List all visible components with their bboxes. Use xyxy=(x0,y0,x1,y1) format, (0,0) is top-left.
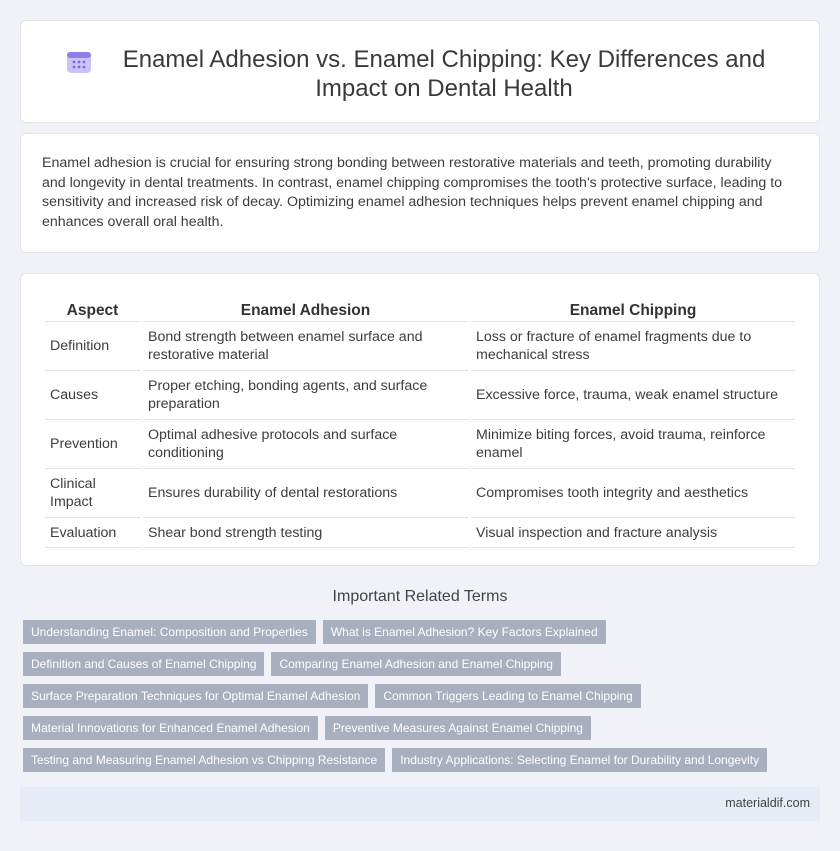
related-term-tag[interactable]: Comparing Enamel Adhesion and Enamel Chipping xyxy=(271,652,561,676)
related-term-tag[interactable]: What is Enamel Adhesion? Key Factors Explained xyxy=(323,620,606,644)
header-aspect: Aspect xyxy=(45,296,140,322)
row-chipping: Excessive force, trauma, weak enamel structure xyxy=(471,371,795,420)
row-chipping: Visual inspection and fracture analysis xyxy=(471,518,795,548)
header-enamel-adhesion: Enamel Adhesion xyxy=(143,296,468,322)
table-row xyxy=(45,371,795,420)
table-row xyxy=(45,420,795,469)
related-terms-tags xyxy=(23,620,823,780)
related-terms-title: Important Related Terms xyxy=(332,588,508,605)
intro-card xyxy=(20,133,820,253)
related-term-tag[interactable]: Common Triggers Leading to Enamel Chipping xyxy=(375,684,640,708)
footer-site-link[interactable]: materialdif.com xyxy=(725,796,810,810)
table-row xyxy=(45,469,795,518)
related-term-tag[interactable]: Industry Applications: Selecting Enamel for Durability and Longevity xyxy=(392,748,767,772)
related-term-tag[interactable]: Definition and Causes of Enamel Chipping xyxy=(23,652,264,676)
table-row xyxy=(45,322,795,371)
comparison-table xyxy=(42,296,798,548)
related-term-tag[interactable]: Preventive Measures Against Enamel Chipping xyxy=(325,716,591,740)
table-row xyxy=(45,518,795,548)
calendar-icon xyxy=(66,49,92,75)
header-enamel-chipping: Enamel Chipping xyxy=(471,296,795,322)
intro-text: Enamel adhesion is crucial for ensuring strong bonding between restorative materials and teeth, promoting durability and longevity in dental treatments. In contrast, enamel chipping compromises the tooth's protective surface, leading to sensitivity and increased risk of decay. Optimizing enamel adhesion techniques helps prevent enamel chipping and enhances overall oral health. xyxy=(42,155,783,230)
row-aspect: Clinical Impact xyxy=(45,469,140,518)
row-chipping: Compromises tooth integrity and aesthetics xyxy=(471,469,795,518)
comparison-card xyxy=(20,273,820,566)
related-term-tag[interactable]: Understanding Enamel: Composition and Properties xyxy=(23,620,316,644)
row-aspect: Definition xyxy=(45,322,140,371)
row-adhesion: Bond strength between enamel surface and restorative material xyxy=(143,322,468,371)
row-adhesion: Proper etching, bonding agents, and surface preparation xyxy=(143,371,468,420)
related-term-tag[interactable]: Material Innovations for Enhanced Enamel Adhesion xyxy=(23,716,318,740)
row-chipping: Minimize biting forces, avoid trauma, reinforce enamel xyxy=(471,420,795,469)
table-header-row xyxy=(45,296,795,322)
row-chipping: Loss or fracture of enamel fragments due to mechanical stress xyxy=(471,322,795,371)
related-term-tag[interactable]: Testing and Measuring Enamel Adhesion vs Chipping Resistance xyxy=(23,748,385,772)
row-aspect: Causes xyxy=(45,371,140,420)
row-adhesion: Ensures durability of dental restorations xyxy=(143,469,468,518)
row-aspect: Prevention xyxy=(45,420,140,469)
footer xyxy=(20,787,820,821)
related-term-tag[interactable]: Surface Preparation Techniques for Optimal Enamel Adhesion xyxy=(23,684,368,708)
row-adhesion: Optimal adhesive protocols and surface conditioning xyxy=(143,420,468,469)
row-adhesion: Shear bond strength testing xyxy=(143,518,468,548)
row-aspect: Evaluation xyxy=(45,518,140,548)
page-title: Enamel Adhesion vs. Enamel Chipping: Key Differences and Impact on Dental Health xyxy=(122,46,766,102)
header-card xyxy=(20,20,820,123)
